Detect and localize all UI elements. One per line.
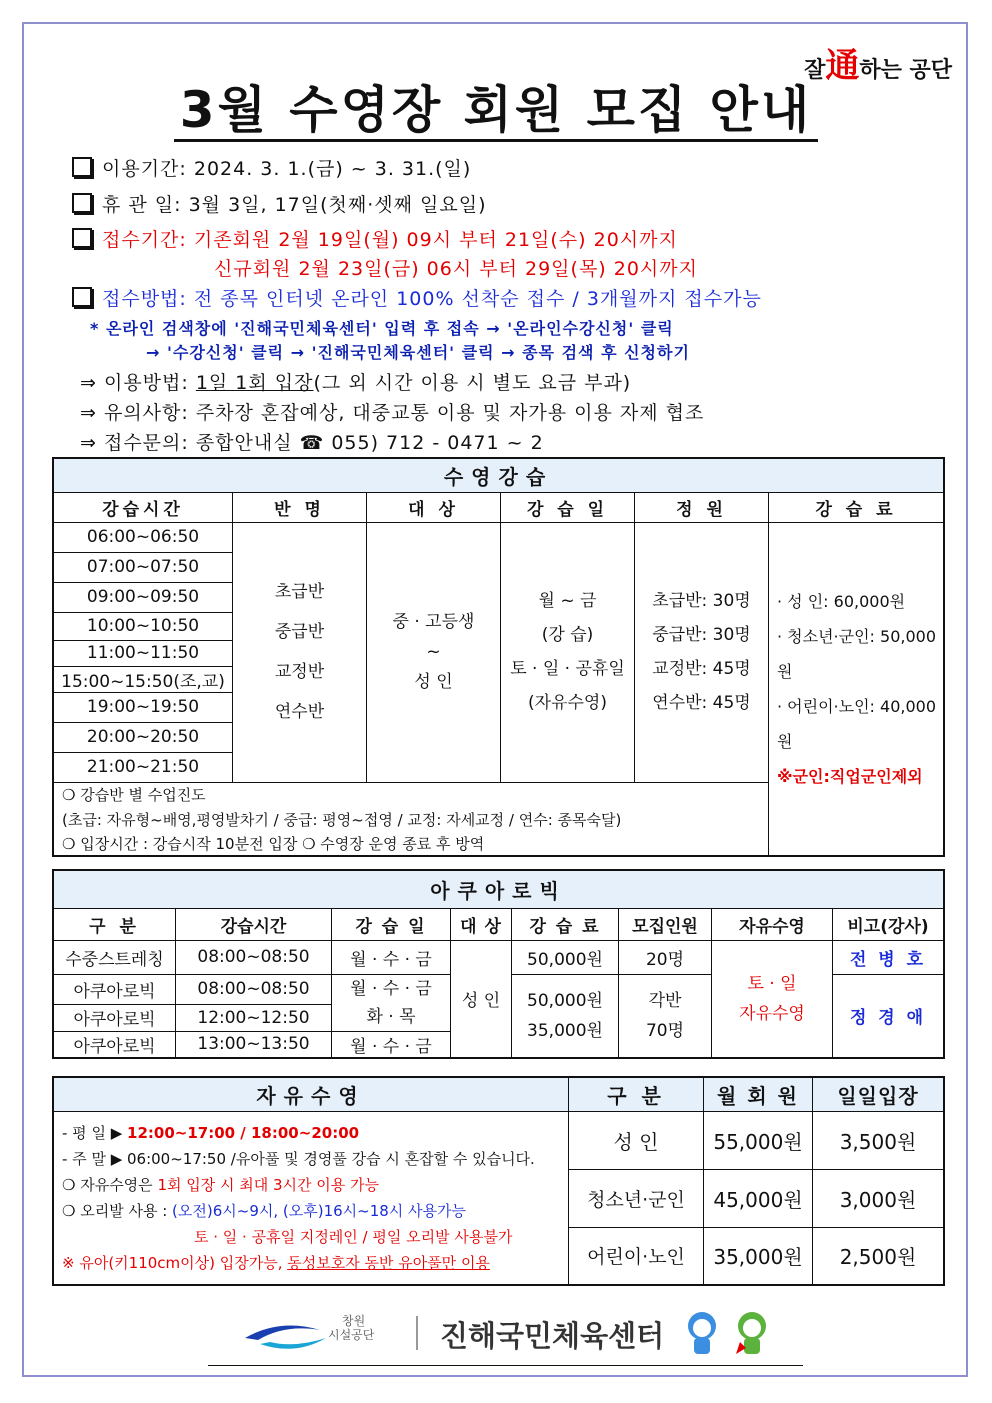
checkbox-icon xyxy=(72,287,92,307)
time-cell: 09:00~09:50 xyxy=(53,582,233,612)
info-closed-text: 휴 관 일: 3월 3일, 17일(첫째·셋째 일요일) xyxy=(102,194,487,216)
swim-col-fee: 강 습 료 xyxy=(769,492,945,522)
target-item: ~ xyxy=(426,642,441,662)
capacity-item: 중급반: 30명 xyxy=(652,625,751,645)
info-reg1-text: 접수기간: 기존회원 2월 19일(월) 09시 부터 21일(수) 20시까지 xyxy=(102,229,678,251)
slogan-highlight: 通 xyxy=(825,46,860,86)
swim-col-class: 반 명 xyxy=(233,492,367,522)
center-name: 진해국민체육센터 xyxy=(440,1319,665,1353)
info-note1: * 온라인 검색창에 '진해국민체육센터' 입력 후 접속 → '온라인수강신청' 클릭 xyxy=(90,319,674,338)
free-col-day: 일일입장 xyxy=(813,1077,945,1111)
swim-col-time: 강습시간 xyxy=(53,492,233,522)
time-cell: 20:00~20:50 xyxy=(53,722,233,752)
footer-line xyxy=(208,1365,803,1366)
aqua-row-name: 수중스트레칭 xyxy=(53,940,176,974)
free-row-day: 2,500원 xyxy=(813,1227,945,1285)
free-weekday xyxy=(62,1120,568,1146)
footer-divider xyxy=(416,1316,418,1350)
days-item: 토 · 일 · 공휴일 xyxy=(510,659,625,679)
aqua-row-time: 12:00~12:50 xyxy=(176,1005,332,1031)
page-title xyxy=(0,70,992,142)
fee-item: · 성 인: 60,000원 xyxy=(777,591,906,611)
limit-text: 1회 입장 시 최대 3시간 이용 가능 xyxy=(157,1175,380,1194)
limit-label: ❍ 자유수영은 xyxy=(62,1175,158,1194)
aqua-col-days: 강 습 일 xyxy=(332,908,451,940)
free-row-type: 어린이·노인 xyxy=(569,1227,704,1285)
swim-table xyxy=(52,457,945,857)
org-name xyxy=(328,1314,374,1342)
info-usage xyxy=(80,368,631,395)
fee-note: ※군인:직업군인제외 xyxy=(777,766,923,786)
free-oribal xyxy=(62,1198,568,1224)
days-item: 월 ~ 금 xyxy=(538,591,597,611)
aqua-free1: 토 · 일 xyxy=(747,973,797,994)
free-row-day: 3,500원 xyxy=(813,1111,945,1169)
checkbox-icon xyxy=(72,228,92,248)
time-cell: 11:00~11:50 xyxy=(53,640,233,666)
free-header: 자유수영 xyxy=(53,1077,569,1111)
free-row-type: 청소년·군인 xyxy=(569,1169,704,1227)
aqua-row-days-merged xyxy=(332,974,451,1031)
aqua-col-fee: 강 습 료 xyxy=(512,908,619,940)
free-child xyxy=(62,1250,568,1276)
fee-cell xyxy=(769,522,945,856)
child-label: ※ 유아(키110cm이상) 입장가능, xyxy=(62,1253,288,1272)
org-logo-icon xyxy=(240,1316,330,1356)
time-cell: 10:00~10:50 xyxy=(53,612,233,640)
aqua-row-days: 월 · 수 · 금 xyxy=(332,940,451,974)
weekday-hours: 12:00~17:00 / 18:00~20:00 xyxy=(127,1123,360,1142)
fee-item: · 어린이·노인: 40,000원 xyxy=(777,696,936,751)
info-period xyxy=(72,154,471,181)
usage-label: ⇒ 이용방법: xyxy=(80,372,196,394)
free-row-month: 55,000원 xyxy=(704,1111,813,1169)
free-row-type: 성 인 xyxy=(569,1111,704,1169)
aqua-cap2b: 70명 xyxy=(645,1020,685,1041)
org-name-1: 창원 xyxy=(342,1314,366,1328)
info-reg1 xyxy=(72,225,678,252)
title-text: 3월 수영장 회원 모집 안내 xyxy=(174,81,818,142)
oribal-hours: (오전)6시~9시, (오후)16시~18시 사용가능 xyxy=(172,1201,467,1220)
child-note: 동성보호자 동반 유아풀만 이용 xyxy=(287,1253,490,1272)
aqua-row-name: 아쿠아로빅 xyxy=(53,1005,176,1031)
info-caution: ⇒ 유의사항: 주차장 혼잡예상, 대중교통 이용 및 자가용 이용 자제 협조 xyxy=(80,402,705,424)
aqua-col-note: 비고(강사) xyxy=(833,908,945,940)
slogan-pre: 잘 xyxy=(804,58,826,83)
swim-col-target: 대 상 xyxy=(367,492,501,522)
free-col-type: 구 분 xyxy=(569,1077,704,1111)
oribal-note: 토 · 일 · 공휴일 지정레인 / 평일 오리발 사용불가 xyxy=(194,1227,513,1246)
info-note2: → '수강신청' 클릭 → '진해국민체육센터' 클릭 → 종목 검색 후 신청하기 xyxy=(146,343,690,362)
target-item: 중 · 고등생 xyxy=(392,612,475,632)
capacity-item: 초급반: 30명 xyxy=(652,591,751,611)
progress-title: ❍ 강습반 별 수업진도 xyxy=(53,782,769,806)
aqua-fee3: 35,000원 xyxy=(527,1020,603,1041)
aqua-row-time: 08:00~08:50 xyxy=(176,940,332,974)
aqua-row-time: 13:00~13:50 xyxy=(176,1031,332,1058)
aqua-free2: 자유수영 xyxy=(739,1003,805,1024)
checkbox-icon xyxy=(72,193,92,213)
aqua-free-swim xyxy=(712,940,833,1058)
aqua-days-item: 월 · 수 · 금 xyxy=(350,978,432,999)
free-swim-table xyxy=(52,1076,945,1286)
free-row-month: 35,000원 xyxy=(704,1227,813,1285)
org-name-2: 시설공단 xyxy=(328,1328,375,1342)
checkbox-icon xyxy=(72,157,92,177)
capacity-cell xyxy=(635,522,769,782)
aqua-col-free: 자유수영 xyxy=(712,908,833,940)
class-item: 교정반 xyxy=(274,662,325,682)
target-item: 성 인 xyxy=(414,672,453,692)
usage-note: (그 외 시간 이용 시 별도 요금 부과) xyxy=(313,372,632,394)
free-rules xyxy=(53,1111,569,1285)
aqua-teacher2: 정 경 애 xyxy=(833,974,945,1058)
time-cell: 15:00~15:50(조,교) xyxy=(53,666,233,692)
slogan-post: 하는 공단 xyxy=(859,58,952,83)
swim-col-capacity: 정 원 xyxy=(635,492,769,522)
aqua-table xyxy=(52,869,945,1059)
info-reg2: 신규회원 2월 23일(금) 06시 부터 29일(목) 20시까지 xyxy=(214,258,698,280)
fee-item: · 청소년·군인: 50,000원 xyxy=(777,626,936,681)
aqua-target: 성 인 xyxy=(451,940,512,1058)
free-row-month: 45,000원 xyxy=(704,1169,813,1227)
entry-text: ❍ 입장시간 : 강습시작 10분전 입장 ❍ 수영장 운영 종료 후 방역 xyxy=(53,832,769,856)
weekday-label: - 평 일 ▶ xyxy=(62,1123,128,1142)
time-cell: 21:00~21:50 xyxy=(53,752,233,782)
class-item: 연수반 xyxy=(274,702,325,722)
target-cell xyxy=(367,522,501,782)
aqua-col-time: 강습시간 xyxy=(176,908,332,940)
aqua-col-capacity: 모집인원 xyxy=(619,908,712,940)
aqua-header: 아쿠아로빅 xyxy=(53,870,944,908)
class-item: 초급반 xyxy=(274,582,325,602)
free-row-day: 3,000원 xyxy=(813,1169,945,1227)
aqua-cap2a: 각반 xyxy=(648,990,682,1011)
swim-header: 수영강습 xyxy=(53,458,944,492)
free-col-month: 월 회 원 xyxy=(704,1077,813,1111)
aqua-cap1: 20명 xyxy=(619,940,712,974)
aqua-col-target: 대 상 xyxy=(451,908,512,940)
class-cell xyxy=(233,522,367,782)
free-limit xyxy=(62,1172,568,1198)
aqua-days-item: 화 · 목 xyxy=(366,1006,416,1027)
aqua-col-type: 구 분 xyxy=(53,908,176,940)
days-item: (강 습) xyxy=(541,625,594,645)
swim-col-days: 강 습 일 xyxy=(501,492,635,522)
info-contact: ⇒ 접수문의: 종합안내실 ☎ 055) 712 - 0471 ~ 2 xyxy=(80,432,544,454)
aqua-row-name: 아쿠아로빅 xyxy=(53,1031,176,1058)
capacity-item: 연수반: 45명 xyxy=(652,693,751,713)
time-cell: 06:00~06:50 xyxy=(53,522,233,552)
info-closed xyxy=(72,190,487,217)
info-method-text: 접수방법: 전 종목 인터넷 온라인 100% 선착순 접수 / 3개월까지 접수가능 xyxy=(102,288,762,310)
aqua-row-name: 아쿠아로빅 xyxy=(53,974,176,1005)
aqua-fee2: 50,000원 xyxy=(527,990,603,1011)
time-cell: 07:00~07:50 xyxy=(53,552,233,582)
days-item: (자유수영) xyxy=(528,693,607,713)
mascot-icon xyxy=(680,1308,780,1358)
aqua-row-time: 08:00~08:50 xyxy=(176,974,332,1005)
time-cell: 19:00~19:50 xyxy=(53,692,233,722)
aqua-cap-merged xyxy=(619,974,712,1058)
class-item: 중급반 xyxy=(274,622,325,642)
free-weekend: - 주 말 ▶ 06:00~17:50 /유아풀 및 경영풀 강습 시 혼잡할 수 있습니다. xyxy=(62,1149,535,1168)
info-period-text: 이용기간: 2024. 3. 1.(금) ~ 3. 31.(일) xyxy=(102,158,472,180)
aqua-fee-merged xyxy=(512,974,619,1058)
days-cell xyxy=(501,522,635,782)
footer xyxy=(240,1308,800,1358)
usage-underlined: 1일 1회 입장 xyxy=(195,372,314,394)
aqua-row-days: 월 · 수 · 금 xyxy=(332,1031,451,1058)
progress-text: (초급: 자유형~배영,평영발차기 / 중급: 평영~접영 / 교정: 자세교정 / 연수: 종목숙달) xyxy=(53,806,769,832)
oribal-label: ❍ 오리발 사용 : xyxy=(62,1201,173,1220)
aqua-fee1: 50,000원 xyxy=(512,940,619,974)
aqua-teacher1: 전 병 호 xyxy=(833,940,945,974)
info-method xyxy=(72,284,762,311)
capacity-item: 교정반: 45명 xyxy=(652,659,751,679)
